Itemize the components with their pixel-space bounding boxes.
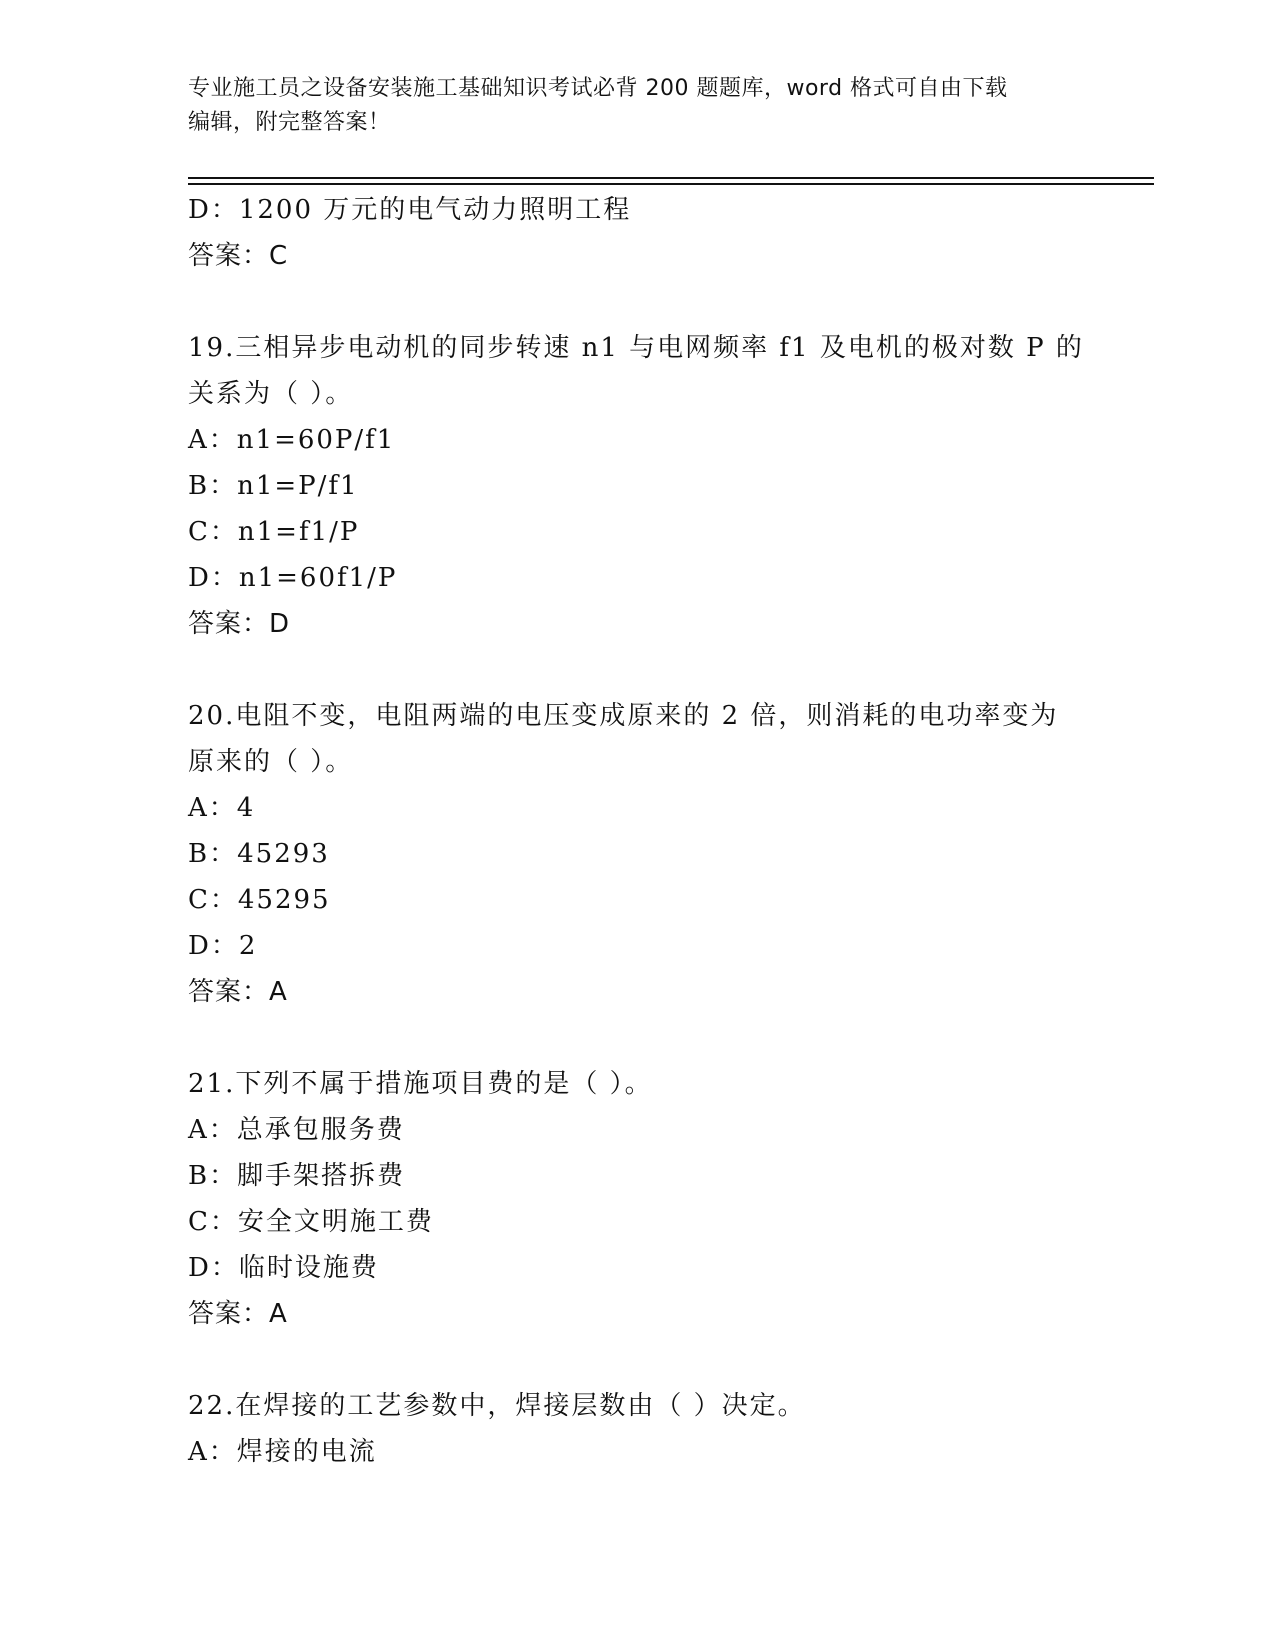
answer-line: 答案：C: [188, 241, 289, 271]
header-divider-top: [188, 177, 1154, 179]
answer-line: 答案：A: [188, 977, 288, 1007]
question-21: [188, 1061, 1088, 1337]
question-text: [188, 1061, 1088, 1107]
option-d: D：1200 万元的电气动力照明工程: [188, 195, 632, 225]
answer-line: 答案：D: [188, 609, 291, 639]
option-b: B：45293: [188, 839, 330, 869]
option-c: C：n1=f1/P: [188, 517, 360, 547]
option-a: A：4: [188, 793, 256, 823]
question-text: [188, 325, 1088, 417]
option-b: B：n1=P/f1: [188, 471, 359, 501]
question-22: [188, 1383, 1088, 1475]
question-text-line-1: 20.电阻不变，电阻两端的电压变成原来的 2 倍，则消耗的电功率变为: [188, 701, 1059, 731]
spacer: [188, 1015, 1088, 1061]
header-divider-bottom: [188, 183, 1154, 185]
document-header: [188, 72, 1088, 140]
question-text-line-2: 关系为（ ）。: [188, 379, 354, 409]
header-line-2: 编辑，附完整答案！: [188, 110, 391, 135]
option-c: C：45295: [188, 885, 331, 915]
question-text: [188, 1383, 1088, 1429]
option-a: A：焊接的电流: [188, 1437, 377, 1467]
question-text-line-1: 22.在焊接的工艺参数中，焊接层数由（ ）决定。: [188, 1391, 806, 1421]
question-text-line-2: 原来的（ ）。: [188, 747, 354, 777]
option-c: C：安全文明施工费: [188, 1207, 434, 1237]
option-d: D：n1=60f1/P: [188, 563, 398, 593]
option-d: D：2: [188, 931, 258, 961]
option-d: D：临时设施费: [188, 1253, 379, 1283]
spacer: [188, 279, 1088, 325]
question-text: [188, 693, 1088, 785]
header-line-1: 专业施工员之设备安装施工基础知识考试必背 200 题题库，word 格式可自由下载: [188, 76, 1008, 101]
answer-line: 答案：A: [188, 1299, 288, 1329]
option-a: A：n1=60P/f1: [188, 425, 396, 455]
question-text-line-1: 21.下列不属于措施项目费的是（ ）。: [188, 1069, 653, 1099]
spacer: [188, 647, 1088, 693]
question-20: [188, 693, 1088, 1015]
spacer: [188, 1337, 1088, 1383]
question-text-line-1: 19.三相异步电动机的同步转速 n1 与电网频率 f1 及电机的极对数 P 的: [188, 333, 1084, 363]
question-list: [188, 187, 1088, 1475]
option-a: A：总承包服务费: [188, 1115, 405, 1145]
question-19: [188, 325, 1088, 647]
option-b: B：脚手架搭拆费: [188, 1161, 406, 1191]
